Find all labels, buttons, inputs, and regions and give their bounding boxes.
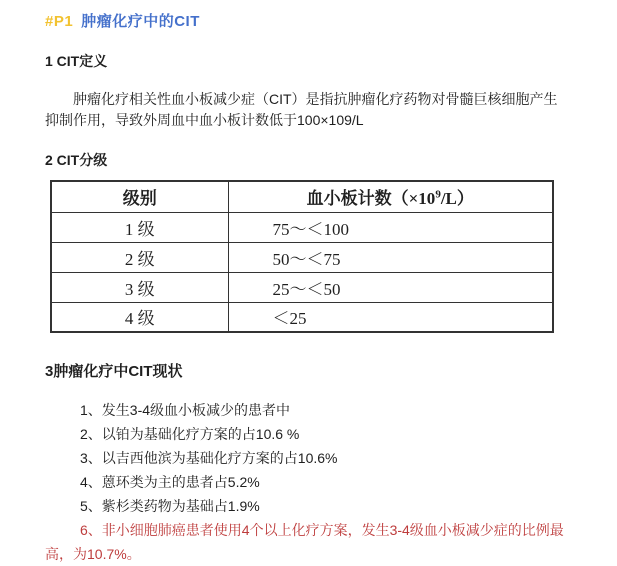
table-row <box>51 212 553 242</box>
column-header-platelet-count-suffix: /L） <box>440 189 474 209</box>
list-item-highlighted: 6、非小细胞肺癌患者使用4个以上化疗方案，发生3-4级血小板减少症的比例最高，为10.7%。 <box>45 522 564 562</box>
grade-level-cell: 2 级 <box>51 242 228 272</box>
definition-paragraph: 肿瘤化疗相关性血小板减少症（CIT）是指抗肿瘤化疗药物对骨髓巨核细胞产生抑制作用，导致外周血中血小板计数低于100×109/L <box>45 91 558 128</box>
platelet-range-cell: 25～＜50 <box>228 272 553 302</box>
list-item: 1、发生3-4级血小板减少的患者中 <box>80 402 291 418</box>
grading-heading: 2 CIT分级 <box>45 152 108 168</box>
column-header-level: 级别 <box>51 181 228 212</box>
list-item: 4、蒽环类为主的患者占5.2% <box>80 474 260 490</box>
table-row <box>51 302 553 332</box>
table-row <box>51 272 553 302</box>
table-row <box>51 242 553 272</box>
page-title-text: 肿瘤化疗中的CIT <box>81 13 200 30</box>
status-list <box>45 398 577 566</box>
list-item: 3、以吉西他滨为基础化疗方案的占10.6% <box>80 450 338 466</box>
cit-grading-table <box>50 180 554 333</box>
grade-level-cell: 1 级 <box>51 212 228 242</box>
column-header-platelet-count-prefix: 血小板计数（×10 <box>306 189 436 209</box>
platelet-range-cell: ＜25 <box>228 302 553 332</box>
status-heading: 3肿瘤化疗中CIT现状 <box>45 363 183 380</box>
page-tag: #P1 <box>45 13 74 30</box>
list-item: 5、紫杉类药物为基础占1.9% <box>80 498 260 514</box>
column-header-platelet-count <box>228 181 553 212</box>
page-title <box>45 12 577 32</box>
column-header-platelet-count-exponent: 9 <box>435 188 441 201</box>
list-item: 2、以铂为基础化疗方案的占10.6 % <box>80 426 300 442</box>
grade-level-cell: 4 级 <box>51 302 228 332</box>
grade-level-cell: 3 级 <box>51 272 228 302</box>
platelet-range-cell: 75～＜100 <box>228 212 553 242</box>
platelet-range-cell: 50～＜75 <box>228 242 553 272</box>
table-header-row <box>51 181 553 212</box>
definition-heading: 1 CIT定义 <box>45 53 108 69</box>
